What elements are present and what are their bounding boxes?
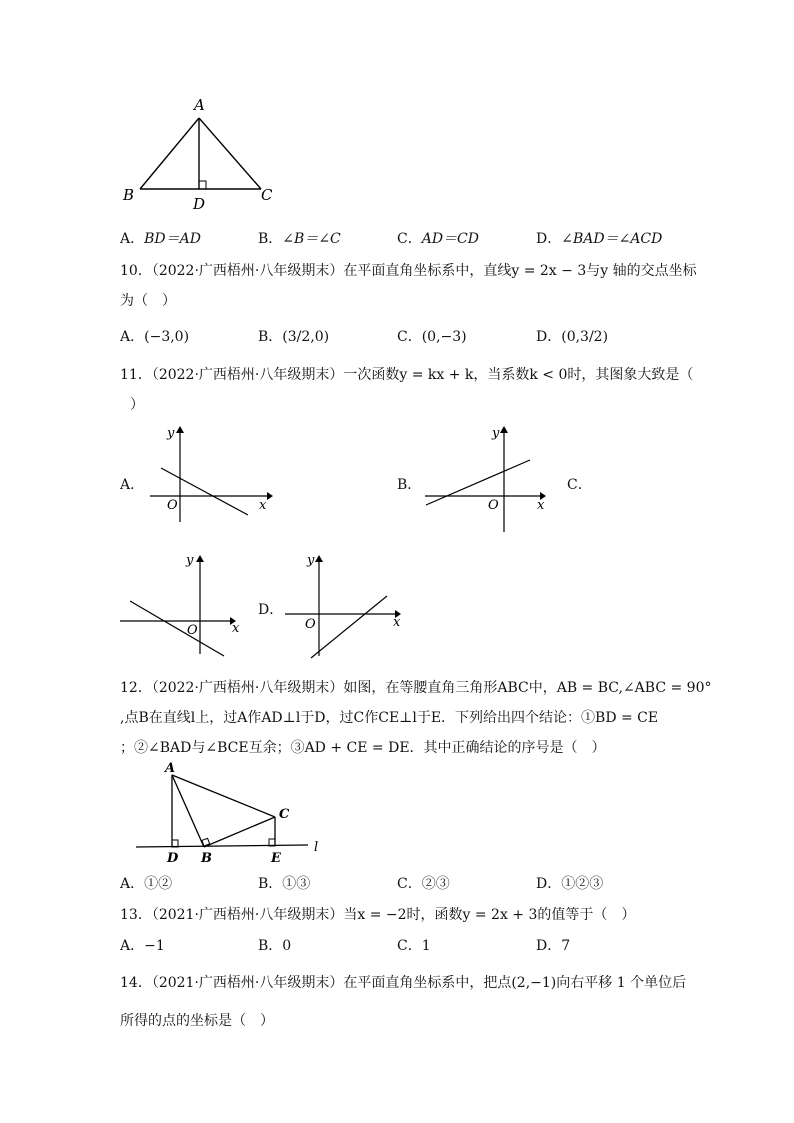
- label-d: D: [193, 195, 206, 212]
- label-b: B: [201, 851, 212, 866]
- axis-x-label: x: [393, 615, 401, 630]
- axis-y-label: y: [186, 553, 194, 568]
- label-c: C: [261, 186, 273, 204]
- q10-option-a[interactable]: A．(−3,0): [120, 329, 190, 345]
- q12-option-c[interactable]: C．②③: [397, 876, 450, 892]
- label-d: D: [167, 851, 179, 866]
- q11-graph-b[interactable]: [420, 425, 550, 535]
- q14-stem-cont: 所得的点的坐标是（ ）: [120, 1013, 274, 1029]
- q11-stem: 11．（2022·广西梧州·八年级期末）一次函数y = kx + k，当系数k < 0时，其图象大致是（: [120, 367, 694, 383]
- q12-option-a[interactable]: A．①②: [120, 876, 173, 892]
- q9-option-b[interactable]: B．∠B＝∠C: [258, 231, 341, 247]
- label-a: A: [194, 96, 205, 114]
- q12-figure: [130, 760, 330, 868]
- q10-stem: 10．（2022·广西梧州·八年级期末）在平面直角坐标系中，直线y = 2x − 3与y 轴的交点坐标: [120, 263, 697, 279]
- q12-option-b[interactable]: B．①③: [258, 876, 311, 892]
- q12-stem-cont: ,点B在直线l上，过A作AD⊥l于D，过C作CE⊥l于E．下列给出四个结论：①BD = CE: [120, 710, 659, 726]
- origin-label: O: [305, 617, 316, 632]
- q14-stem: 14．（2021·广西梧州·八年级期末）在平面直角坐标系中，把点(2,−1)向右平移 1 个单位后: [120, 975, 687, 991]
- q10-option-c[interactable]: C．(0,−3): [397, 329, 467, 345]
- q13-stem: 13．（2021·广西梧州·八年级期末）当x = −2时，函数y = 2x + 3的值等于（ ）: [120, 907, 636, 923]
- q11-option-d[interactable]: D．: [258, 602, 284, 618]
- q11-stem-cont: ）: [130, 397, 144, 413]
- q11-graph-d[interactable]: [283, 550, 408, 660]
- axis-x-label: x: [232, 621, 240, 636]
- origin-label: O: [167, 498, 178, 513]
- q11-option-c[interactable]: C．: [567, 477, 592, 493]
- q13-option-c[interactable]: C．1: [397, 938, 431, 954]
- q13-option-d[interactable]: D．7: [536, 938, 571, 954]
- q11-graph-c[interactable]: [118, 552, 248, 662]
- q10-stem-cont: 为（ ）: [120, 293, 176, 309]
- q10-option-d[interactable]: D．(0,3/2): [536, 329, 609, 345]
- label-e: E: [271, 851, 281, 866]
- axis-y-label: y: [167, 426, 175, 441]
- axis-y-label: y: [492, 426, 500, 441]
- q12-option-d[interactable]: D．①②③: [536, 876, 604, 892]
- label-b: B: [123, 186, 135, 204]
- origin-label: O: [488, 498, 499, 513]
- label-c: C: [279, 807, 290, 822]
- q12-stem-cont2: ；②∠BAD与∠BCE互余；③AD + CE = DE．其中正确结论的序号是（ ）: [120, 740, 606, 756]
- q11-option-b[interactable]: B．: [397, 477, 422, 493]
- triangle-figure: [115, 92, 285, 212]
- q11-option-a[interactable]: A．: [120, 477, 145, 493]
- axis-x-label: x: [259, 498, 267, 513]
- label-l: l: [314, 840, 319, 855]
- label-a: A: [165, 761, 176, 776]
- q13-option-b[interactable]: B．0: [258, 938, 292, 954]
- q9-option-a[interactable]: A．BD＝AD: [120, 231, 201, 247]
- q11-graph-a[interactable]: [145, 425, 275, 525]
- axis-x-label: x: [537, 498, 545, 513]
- q10-option-b[interactable]: B．(3/2,0): [258, 329, 330, 345]
- q13-option-a[interactable]: A．−1: [120, 938, 165, 954]
- origin-label: O: [187, 623, 198, 638]
- q12-stem: 12．（2022·广西梧州·八年级期末）如图，在等腰直角三角形ABC中，AB = BC,∠ABC = 90°: [120, 680, 712, 696]
- q9-option-d[interactable]: D．∠BAD＝∠ACD: [536, 231, 663, 247]
- q9-option-c[interactable]: C．AD＝CD: [397, 231, 479, 247]
- axis-y-label: y: [307, 553, 315, 568]
